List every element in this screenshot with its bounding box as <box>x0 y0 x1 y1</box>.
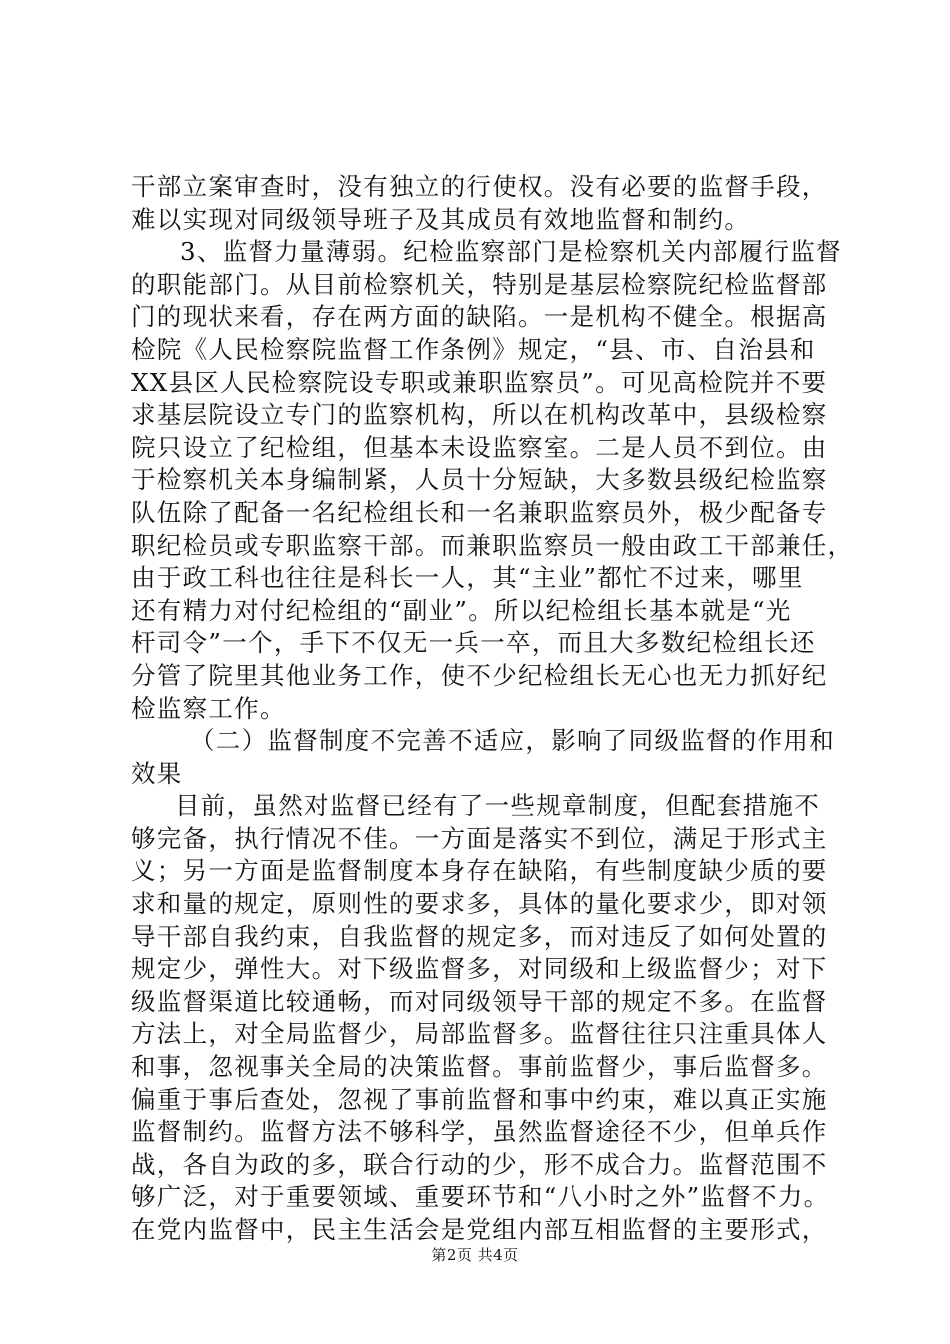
text-line: 职纪检员或专职监察干部。而兼职监察员一般由政工干部兼任， <box>131 530 854 560</box>
text-line: 杆司令”一个，手下不仅无一兵一卒，而且大多数纪检组长还 <box>131 628 816 658</box>
paragraph-start-line: 目前，虽然对监督已经有了一些规章制度，但配套措施不 <box>175 791 820 821</box>
text-line: 战，各自为政的多，联合行动的少，形不成合力。监督范围不 <box>131 1149 828 1179</box>
page-footer: 第2页 共4页 <box>431 1246 519 1264</box>
text-line: 由于政工科也往往是科长一人，其“主业”都忙不过来，哪里 <box>131 563 804 593</box>
section-heading-line: 效果 <box>131 758 183 788</box>
text-line: 够广泛，对于重要领域、重要环节和“八小时之外”监督不力。 <box>131 1182 830 1212</box>
section-heading-line: （二）监督制度不完善不适应，影响了同级监督的作用和 <box>190 726 835 756</box>
text-line: 院只设立了纪检组，但基本未设监察室。二是人员不到位。由 <box>131 432 828 462</box>
text-line: 导干部自我约束，自我监督的规定多，而对违反了如何处置的 <box>131 921 828 951</box>
text-line: 级监督渠道比较通畅，而对同级领导干部的规定不多。在监督 <box>131 986 828 1016</box>
text-line: 求基层院设立专门的监察机构，所以在机构改革中，县级检察 <box>131 400 828 430</box>
text-line: 在党内监督中，民主生活会是党组内部互相监督的主要形式， <box>131 1215 828 1244</box>
text-line: 方法上，对全局监督少，局部监督多。监督往往只注重具体人 <box>131 1019 828 1049</box>
text-line: 偏重于事后查处，忽视了事前监督和事中约束，难以真正实施 <box>131 1084 828 1114</box>
body-text <box>131 171 854 1247</box>
text-line: 干部立案审查时，没有独立的行使权。没有必要的监督手段， <box>131 172 828 201</box>
text-line: 还有精力对付纪检组的“副业”。所以纪检组长基本就是“光 <box>131 595 792 625</box>
text-line: 求和量的规定，原则性的要求多，具体的量化要求少，即对领 <box>131 889 828 919</box>
text-line: 和事，忽视事关全局的决策监督。事前监督少，事后监督多。 <box>131 1052 828 1082</box>
text-line: 检院《人民检察院监督工作条例》规定，“县、市、自治县和 <box>131 334 816 364</box>
paragraph-start-line: 3、监督力量薄弱。纪检监察部门是检察机关内部履行监督 <box>180 237 842 267</box>
text-line: 够完备，执行情况不佳。一方面是落实不到位，满足于形式主 <box>131 823 828 853</box>
text-line: 的职能部门。从目前检察机关，特别是基层检察院纪检监督部 <box>131 269 828 299</box>
text-line: 规定少，弹性大。对下级监督多，对同级和上级监督少；对下 <box>131 954 828 984</box>
text-line: 门的现状来看，存在两方面的缺陷。一是机构不健全。根据高 <box>131 302 828 332</box>
text-line: 于检察机关本身编制紧，人员十分短缺，大多数县级纪检监察 <box>131 465 828 495</box>
text-line: 义；另一方面是监督制度本身存在缺陷，有些制度缺少质的要 <box>131 856 828 886</box>
text-line: 队伍除了配备一名纪检组长和一名兼职监察员外，极少配备专 <box>131 497 828 527</box>
text-line: 难以实现对同级领导班子及其成员有效地监督和制约。 <box>131 204 751 234</box>
text-line: 检监察工作。 <box>131 693 286 723</box>
text-line: 监督制约。监督方法不够科学，虽然监督途径不少，但单兵作 <box>131 1117 828 1147</box>
text-line: XX县区人民检察院设专职或兼职监察员”。可见高检院并不要 <box>131 367 828 397</box>
text-line: 分管了院里其他业务工作，使不少纪检组长无心也无力抓好纪 <box>131 660 828 690</box>
